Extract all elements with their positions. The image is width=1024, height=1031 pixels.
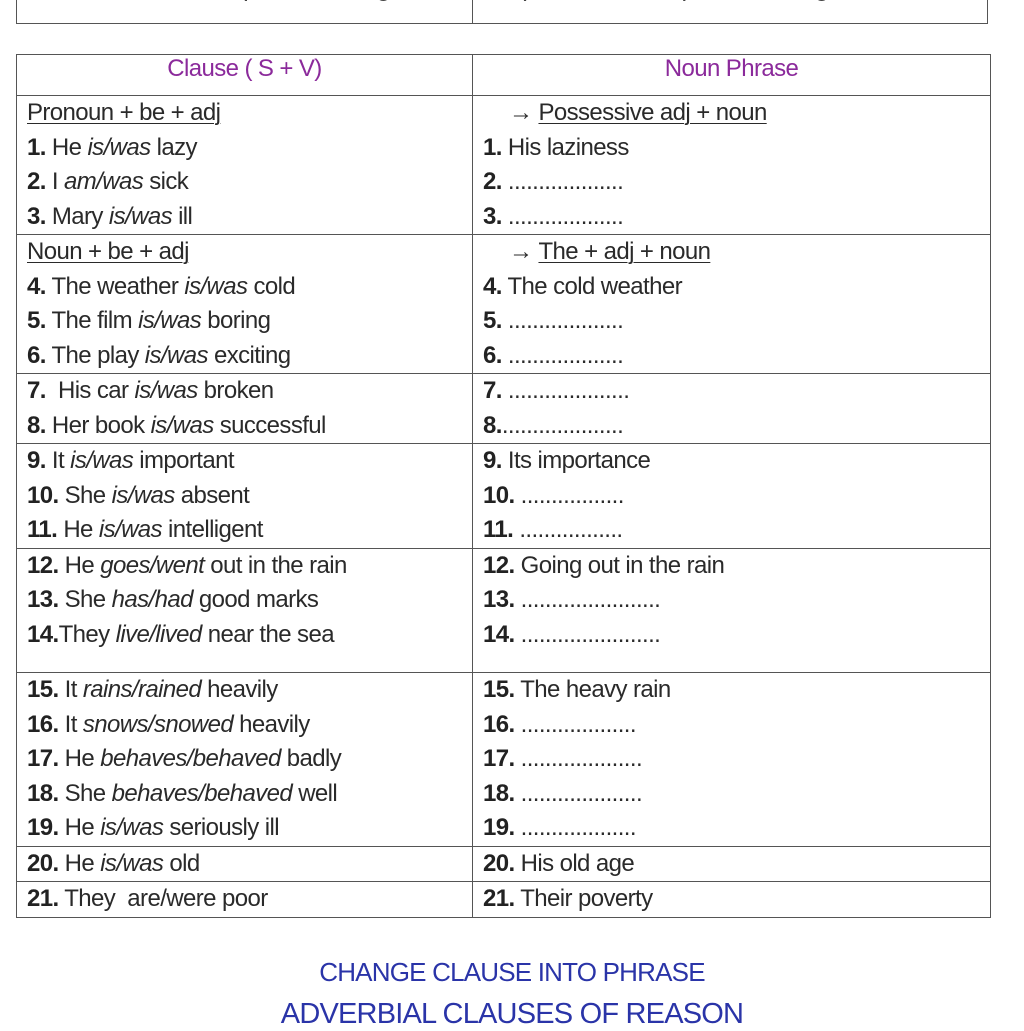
clause-item	[27, 374, 462, 409]
clause-subject: The play	[45, 341, 145, 369]
clause-verb: is/was	[134, 377, 198, 404]
clause-cell	[17, 548, 473, 673]
clause-complement: old	[163, 849, 200, 877]
phrase-answer: The heavy rain	[514, 676, 671, 703]
phrase-item	[483, 673, 980, 708]
phrase-answer: Their poverty	[514, 885, 653, 912]
phrase-answer: ...................	[501, 168, 624, 195]
clause-cell	[17, 882, 473, 918]
phrase-answer: His laziness	[501, 133, 629, 161]
phrase-pattern-heading: Possessive adj + noun	[538, 99, 767, 126]
clause-item	[27, 618, 462, 653]
clause-item	[27, 708, 462, 743]
clause-verb: snows/snowed	[82, 710, 234, 738]
group-row	[17, 444, 991, 549]
clause-item	[27, 513, 462, 548]
phrase-answer: The cold weather	[501, 272, 682, 300]
clause-verb: is/was	[70, 447, 134, 474]
item-number: 16.	[27, 710, 59, 738]
clause-subject: The film	[45, 307, 139, 334]
clause-verb: behaves/behaved	[100, 745, 281, 772]
phrase-item	[483, 708, 980, 743]
item-number: 7.	[483, 377, 502, 404]
item-number: 2.	[27, 168, 46, 195]
phrase-item	[483, 549, 980, 584]
clause-subject: His car	[45, 377, 135, 404]
phrase-cell	[473, 882, 991, 918]
phrase-answer: ....................	[501, 411, 624, 439]
item-number: 4.	[27, 272, 46, 300]
phrase-answer: ...................	[501, 307, 624, 334]
clause-complement: ill	[172, 202, 193, 230]
clause-complement: exciting	[207, 341, 291, 369]
clause-item	[27, 811, 462, 846]
item-number: 2.	[483, 168, 502, 195]
clause-item	[27, 549, 462, 584]
clause-cell	[17, 846, 473, 882]
item-number: 9.	[27, 447, 46, 474]
phrase-cell	[473, 444, 991, 549]
phrase-cell	[473, 96, 991, 235]
item-number: 14.	[27, 620, 59, 648]
clause-complement: successful	[213, 411, 326, 439]
clause-pattern-heading: Noun + be + adj	[27, 238, 189, 265]
phrase-answer: ...................	[501, 202, 624, 230]
item-number: 3.	[483, 202, 502, 230]
item-number: 17.	[27, 745, 59, 772]
phrase-answer: Its importance	[501, 447, 651, 474]
title-line-2: ADVERBIAL CLAUSES OF REASON	[280, 998, 744, 1030]
conversion-table	[16, 54, 991, 918]
item-number: 19.	[483, 814, 515, 841]
clause-subject: It	[45, 447, 71, 474]
clause-verb: is/was	[108, 202, 172, 230]
item-number: 6.	[483, 341, 502, 369]
item-number: 12.	[483, 551, 515, 579]
item-number: 11.	[483, 516, 514, 543]
item-number: 17.	[483, 745, 515, 772]
clause-complement: important	[133, 447, 234, 474]
clause-item	[27, 270, 462, 305]
phrase-cell	[473, 673, 991, 847]
phrase-cell	[473, 374, 991, 444]
clause-verb: is/was	[87, 133, 151, 161]
item-number: 1.	[27, 133, 46, 161]
phrase-answer: .................	[514, 481, 624, 509]
clause-subject: The weather	[45, 272, 185, 300]
clause-item	[27, 847, 462, 882]
clause-verb: is/was	[100, 814, 164, 841]
phrase-item	[483, 583, 980, 618]
clause-subject: It	[58, 676, 83, 703]
phrase-item	[483, 882, 980, 917]
item-number: 10.	[27, 481, 59, 509]
item-number: 15.	[483, 676, 515, 703]
clause-verb: is/was	[150, 411, 214, 439]
item-number: 21.	[483, 885, 515, 912]
group-row	[17, 235, 991, 374]
item-number: 4.	[483, 272, 502, 300]
clause-complement: out in the rain	[204, 551, 347, 579]
clause-subject: He	[58, 745, 101, 772]
clause-complement: well	[292, 779, 338, 807]
clause-subject: It	[58, 710, 83, 738]
clause-verb: is/was	[184, 272, 248, 300]
item-number: 3.	[27, 202, 46, 230]
title-line-1: CHANGE CLAUSE INTO PHRASE	[319, 957, 705, 987]
clause-complement: heavily	[201, 676, 278, 703]
phrase-item	[483, 165, 980, 200]
phrase-answer: .......................	[514, 586, 661, 613]
previous-divider	[472, 0, 473, 23]
clause-item	[27, 131, 462, 166]
phrase-pattern-heading: The + adj + noun	[538, 238, 711, 265]
clause-verb: goes/went	[100, 551, 205, 579]
clause-item	[27, 165, 462, 200]
item-number: 13.	[483, 586, 515, 613]
clause-subject: He	[58, 814, 101, 841]
item-number: 1.	[483, 133, 502, 161]
clause-verb: am/was	[64, 168, 144, 195]
clause-subject: She	[58, 586, 112, 613]
clause-complement: good marks	[192, 586, 319, 613]
clause-complement: absent	[174, 481, 250, 509]
clause-verb: has/had	[111, 586, 193, 613]
phrase-item	[483, 811, 980, 846]
phrase-answer: .......................	[514, 620, 661, 648]
item-number: 20.	[483, 849, 515, 877]
clause-item	[27, 673, 462, 708]
phrase-item	[483, 304, 980, 339]
clause-subject: I	[45, 168, 65, 195]
clause-pattern-heading: Pronoun + be + adj	[27, 99, 221, 126]
clause-verb: is/was	[111, 481, 175, 509]
phrase-item	[483, 270, 980, 305]
group-row	[17, 673, 991, 847]
clause-verb: is/was	[138, 307, 202, 334]
item-number: 20.	[27, 849, 59, 877]
item-number: 16.	[483, 710, 515, 738]
phrase-answer: ....................	[514, 779, 643, 807]
clause-item	[27, 742, 462, 777]
item-number: 18.	[27, 779, 59, 807]
clause-subject: He	[58, 849, 101, 877]
clause-item	[27, 882, 462, 917]
item-number: 11.	[27, 516, 58, 543]
clause-cell	[17, 374, 473, 444]
clause-subject: They are/were poor	[58, 885, 268, 912]
phrase-item	[483, 777, 980, 812]
item-number: 18.	[483, 779, 515, 807]
item-number: 5.	[27, 307, 46, 334]
phrase-item	[483, 847, 980, 882]
item-number: 5.	[483, 307, 502, 334]
phrase-item	[483, 444, 980, 479]
group-row	[17, 96, 991, 235]
phrase-answer: .................	[513, 516, 623, 543]
clause-complement: intelligent	[161, 516, 263, 543]
clause-subject: She	[58, 481, 112, 509]
clause-subject: Mary	[45, 202, 109, 230]
phrase-answer: ...................	[514, 814, 636, 841]
clause-item	[27, 479, 462, 514]
phrase-cell	[473, 235, 991, 374]
clause-item	[27, 409, 462, 444]
clause-cell	[17, 444, 473, 549]
clause-complement: boring	[201, 307, 271, 334]
item-number: 9.	[483, 447, 502, 474]
clause-complement: cold	[247, 272, 296, 300]
phrase-item	[483, 339, 980, 374]
previous-table-fragment	[16, 0, 988, 24]
item-number: 10.	[483, 481, 515, 509]
phrase-item	[483, 513, 980, 548]
clause-item	[27, 339, 462, 374]
phrase-item	[483, 618, 980, 653]
phrase-cell	[473, 846, 991, 882]
header-row	[17, 55, 991, 96]
item-number: 8.	[27, 411, 46, 439]
clause-verb: live/lived	[115, 620, 202, 648]
clause-header: Clause ( S + V)	[17, 55, 473, 96]
clause-item	[27, 777, 462, 812]
item-number: 19.	[27, 814, 59, 841]
phrase-answer: ....................	[501, 377, 630, 404]
clause-complement: near the sea	[201, 620, 334, 648]
clause-complement: seriously ill	[163, 814, 279, 841]
item-number: 12.	[27, 551, 59, 579]
clause-complement: sick	[143, 168, 189, 195]
clause-item	[27, 304, 462, 339]
clause-subject: He	[58, 551, 101, 579]
clause-cell	[17, 96, 473, 235]
phrase-item	[483, 479, 980, 514]
clause-subject: Her book	[45, 411, 151, 439]
phrase-item	[483, 374, 980, 409]
group-row	[17, 548, 991, 673]
phrase-item	[483, 409, 980, 444]
phrase-header: Noun Phrase	[473, 55, 991, 96]
item-number: 21.	[27, 885, 59, 912]
item-number: 13.	[27, 586, 59, 613]
phrase-item	[483, 742, 980, 777]
clause-complement: heavily	[233, 710, 310, 738]
clause-subject: He	[45, 133, 88, 161]
previous-left-cell	[27, 0, 390, 1]
clause-item	[27, 200, 462, 235]
phrase-answer: ...................	[501, 341, 624, 369]
clause-complement: broken	[197, 377, 274, 404]
phrase-item	[483, 131, 980, 166]
clause-complement: lazy	[150, 133, 197, 161]
phrase-item	[483, 200, 980, 235]
clause-cell	[17, 673, 473, 847]
clause-verb: is/was	[98, 516, 162, 543]
group-row	[17, 846, 991, 882]
phrase-cell	[473, 548, 991, 673]
clause-verb: behaves/behaved	[111, 779, 293, 807]
clause-item	[27, 583, 462, 618]
arrow-right-icon: →	[509, 99, 539, 126]
previous-right-cell	[482, 0, 829, 1]
phrase-answer: ...................	[514, 710, 636, 738]
group-row	[17, 374, 991, 444]
clause-subject: They	[58, 620, 116, 648]
arrow-right-icon: →	[509, 238, 539, 265]
clause-subject: He	[57, 516, 99, 543]
phrase-answer: Going out in the rain	[514, 551, 725, 579]
clause-verb: is/was	[100, 849, 164, 877]
clause-cell	[17, 235, 473, 374]
item-number: 6.	[27, 341, 46, 369]
clause-verb: rains/rained	[82, 676, 202, 703]
item-number: 7.	[27, 377, 46, 404]
phrase-answer: His old age	[514, 849, 635, 877]
group-row	[17, 882, 991, 918]
item-number: 15.	[27, 676, 59, 703]
phrase-answer: ....................	[514, 745, 643, 772]
clause-verb: is/was	[144, 341, 208, 369]
clause-item	[27, 444, 462, 479]
item-number: 14.	[483, 620, 515, 648]
clause-complement: badly	[280, 745, 342, 772]
clause-subject: She	[58, 779, 112, 807]
item-number: 8.	[483, 411, 502, 439]
